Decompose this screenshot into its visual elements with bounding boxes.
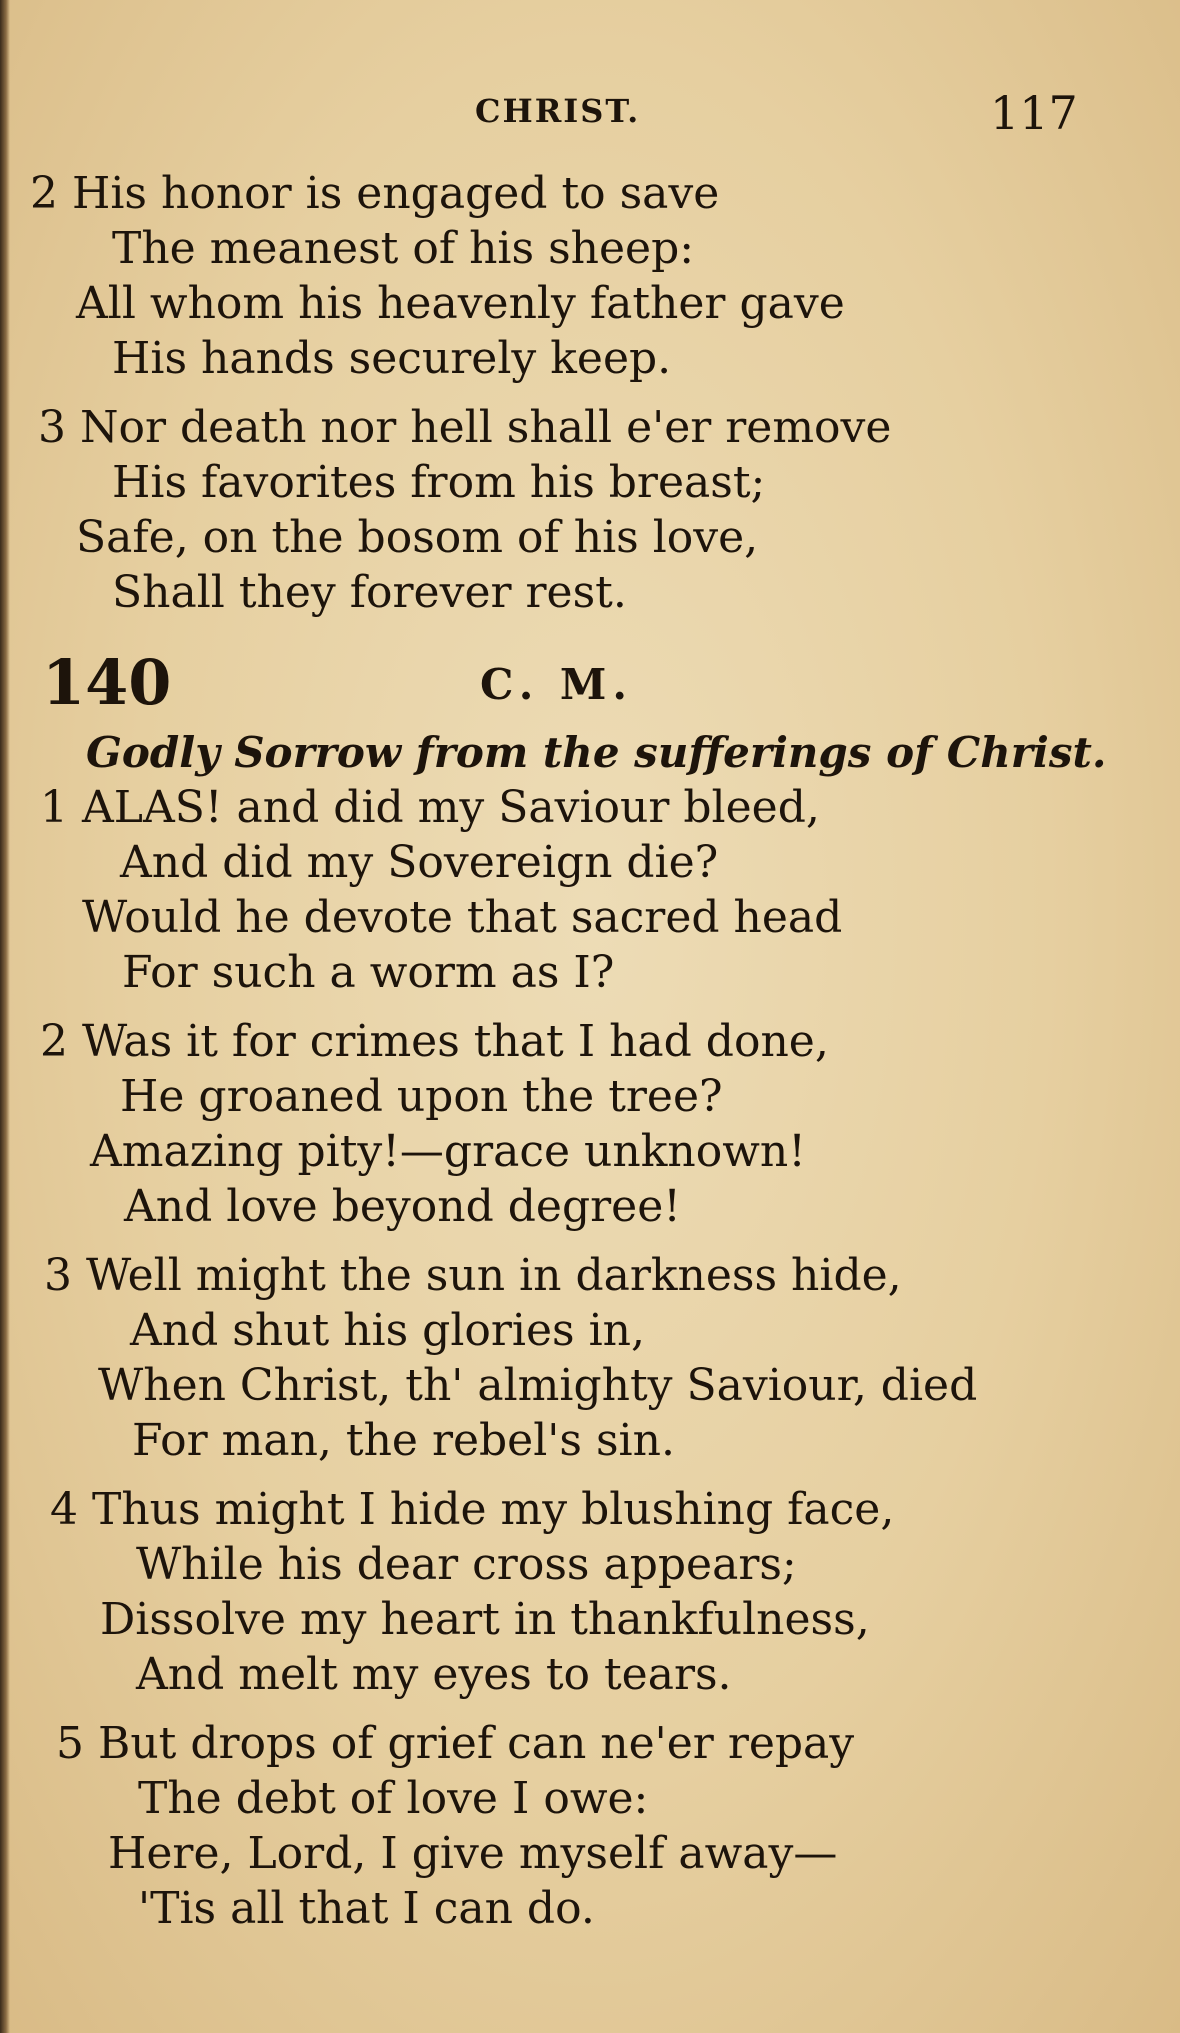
verse-line: Shall they forever rest. [112, 567, 627, 618]
verse-line: His hands securely keep. [112, 333, 672, 384]
verse-line: 3 Nor death nor hell shall e'er remove [38, 402, 892, 453]
verse-line: And shut his glories in, [130, 1305, 646, 1356]
verse-line: Dissolve my heart in thankfulness, [100, 1594, 870, 1645]
verse-line: And did my Sovereign die? [120, 837, 719, 888]
verse-line: For man, the rebel's sin. [132, 1415, 675, 1466]
verse-line: 'Tis all that I can do. [138, 1883, 595, 1934]
verse-line: While his dear cross appears; [136, 1539, 797, 1590]
running-head: CHRIST. [475, 92, 641, 130]
hymn-number: 140 [42, 646, 172, 719]
verse-line: He groaned upon the tree? [120, 1071, 723, 1122]
hymn-meter: C. M. [480, 660, 634, 709]
verse-line: 3 Well might the sun in darkness hide, [44, 1250, 902, 1301]
verse-line: Here, Lord, I give myself away— [108, 1828, 838, 1879]
verse-line: Amazing pity!—grace unknown! [90, 1126, 806, 1177]
verse-line: The debt of love I owe: [138, 1773, 649, 1824]
verse-line: The meanest of his sheep: [112, 223, 695, 274]
verse-line: 4 Thus might I hide my blushing face, [50, 1484, 895, 1535]
verse-line: His favorites from his breast; [112, 457, 766, 508]
verse-line: When Christ, th' almighty Saviour, died [98, 1360, 978, 1411]
hymn-title: Godly Sorrow from the sufferings of Christ. [86, 728, 1107, 777]
verse-line: 5 But drops of grief can ne'er repay [56, 1718, 855, 1769]
page-number: 117 [990, 86, 1078, 140]
verse-line: 2 His honor is engaged to save [30, 168, 720, 219]
verse-line: And melt my eyes to tears. [136, 1649, 732, 1700]
verse-line: For such a worm as I? [122, 947, 615, 998]
verse-line: Would he devote that sacred head [82, 892, 843, 943]
verse-line: 1 ALAS! and did my Saviour bleed, [40, 782, 820, 833]
verse-line: Safe, on the bosom of his love, [76, 512, 759, 563]
verse-line: And love beyond degree! [124, 1181, 681, 1232]
verse-line: 2 Was it for crimes that I had done, [40, 1016, 829, 1067]
verse-line: All whom his heavenly father gave [76, 278, 845, 329]
